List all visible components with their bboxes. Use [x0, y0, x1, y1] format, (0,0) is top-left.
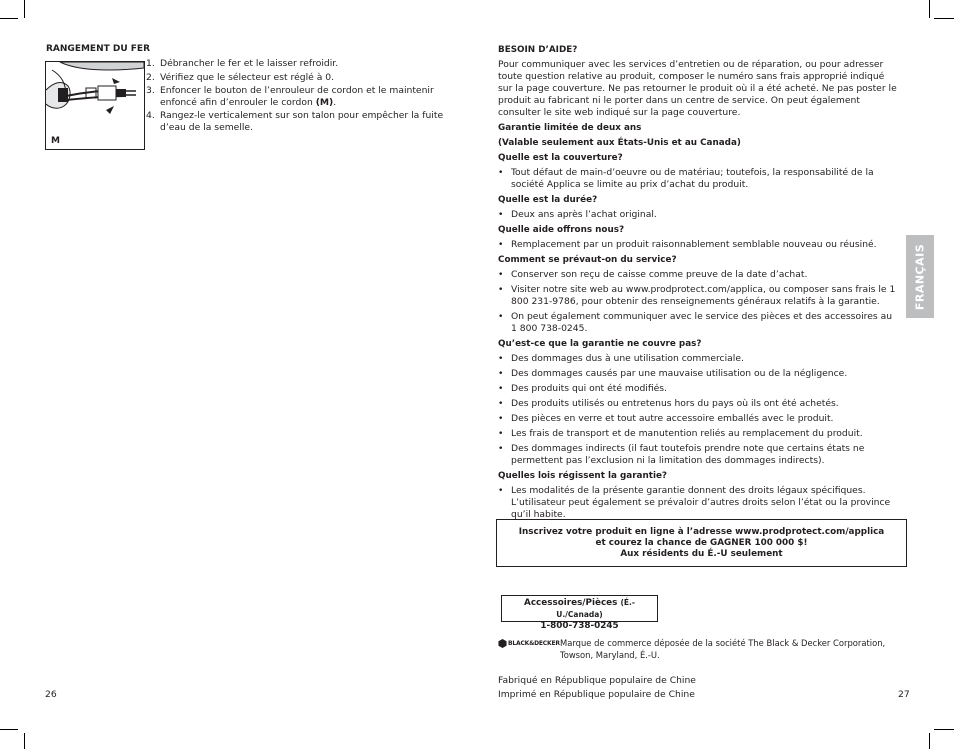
help-section	[498, 44, 898, 524]
section-list	[498, 353, 898, 467]
list-item: • On peut également communiquer avec le service des pièces et des accessoires au 1 800 738-0245.	[498, 311, 898, 335]
section-list	[498, 269, 898, 335]
crop-mark	[0, 18, 18, 19]
list-item: • Tout défaut de main-d’oeuvre ou de matériau; toutefois, la responsabilité de la société Applica se limite au prix d’achat du produit.	[498, 167, 898, 191]
list-item: • Des produits utilisés ou entretenus hors du pays où ils ont été achetés.	[498, 398, 898, 410]
parts-label: Accessoires/Pièces	[524, 598, 618, 608]
step-figure-ref: (M)	[315, 96, 334, 108]
section-list	[498, 209, 898, 221]
crop-mark	[934, 729, 954, 730]
section-title: Quelles lois régissent la garantie?	[498, 471, 668, 481]
register-box	[496, 519, 907, 567]
step-text: Débrancher le fer et le laisser refroidir.	[160, 58, 339, 69]
trademark-text: Marque de commerce déposée de la société The Black & Decker Corporation, Towson, Maryland, É.-U.	[560, 638, 886, 660]
step-number: 4.	[146, 110, 155, 122]
list-item: • Des pièces en verre et tout autre accessoire emballés avec le produit.	[498, 413, 898, 425]
section-title: Quelle aide offrons nous?	[498, 225, 625, 235]
step-item	[146, 85, 456, 108]
step-item	[146, 72, 456, 84]
register-line: Aux résidents du É.-U seulement	[620, 549, 783, 559]
list-item: • Des dommages indirects (il faut toutefois prendre note que certains états ne permettent pas l’exclusion ni la limitation des dommages indirects).	[498, 443, 898, 467]
section-list	[498, 167, 898, 191]
help-heading: BESOIN D’AIDE?	[498, 45, 578, 55]
step-item	[146, 58, 456, 70]
section-title: Comment se prévaut-on du service?	[498, 255, 677, 265]
hexagon-icon	[498, 639, 507, 648]
step-text: Enfoncer le bouton de l’enrouleur de cordon et le maintenir enfoncé afin d’enrouler le cordon	[160, 85, 434, 108]
register-line: et courez la chance de GAGNER 100 000 $!	[595, 538, 808, 548]
figure-label: M	[51, 136, 60, 146]
step-number: 2.	[146, 71, 155, 83]
section-list	[498, 485, 898, 521]
language-tab-label: FRANÇAIS	[913, 243, 927, 310]
warranty-subtitle: (Valable seulement aux États-Unis et au Canada)	[498, 138, 741, 148]
language-tab	[906, 235, 934, 318]
brand-logo: BLACK&DECKER	[498, 638, 560, 649]
section-title: Quelle est la couverture?	[498, 153, 623, 163]
crop-mark	[0, 729, 18, 730]
step-text: Vérifiez que le sélecteur est réglé à 0.	[160, 71, 335, 83]
step-suffix: .	[333, 96, 337, 108]
crop-mark	[934, 18, 954, 19]
crop-mark	[24, 0, 25, 18]
parts-box	[501, 595, 658, 631]
made-in: Fabriqué en République populaire de Chine	[498, 675, 696, 686]
list-item: • Des dommages dus à une utilisation commerciale.	[498, 353, 898, 365]
parts-phone: 1-800-738-0245	[540, 621, 619, 631]
step-number: 1.	[146, 58, 155, 69]
crop-mark	[24, 733, 25, 749]
help-intro: Pour communiquer avec les services d’entretien ou de réparation, ou pour adresser toute question relative au produit, composer le numéro sans frais approprié indiqué sur la page couverture. Ne pas retourner le produit où il a été acheté. Ne pas poster le produit au fabricant ni le porter dans un centre de service. On peut également consulter le site web indiqué sur la page couverture.	[498, 59, 897, 118]
step-text: Rangez-le verticalement sur son talon pour empêcher la fuite d’eau de la semelle.	[160, 110, 444, 133]
list-item: • Deux ans après l’achat original.	[498, 209, 898, 221]
crop-mark	[929, 0, 930, 18]
section-title: Qu’est-ce que la garantie ne couvre pas?	[498, 339, 702, 349]
storage-steps	[146, 58, 456, 136]
list-item: • Des dommages causés par une mauvaise utilisation ou de la négligence.	[498, 368, 898, 380]
list-item: • Des produits qui ont été modifiés.	[498, 383, 898, 395]
list-item: • Les frais de transport et de manutention reliés au remplacement du produit.	[498, 428, 898, 440]
crop-mark	[929, 733, 930, 749]
list-item: • Visiter notre site web au www.prodprotect.com/applica, ou composer sans frais le 1 800 231-9786, pour obtenir des renseignements généraux relatifs à la garantie.	[498, 284, 898, 308]
warranty-title: Garantie limitée de deux ans	[498, 123, 642, 133]
step-number: 3.	[146, 85, 155, 97]
parts-region: (É.-U./Canada)	[556, 598, 635, 619]
section-list	[498, 239, 898, 251]
iron-cord-illustration	[46, 62, 144, 149]
left-page-heading: RANGEMENT DU FER	[46, 44, 151, 54]
list-item: • Conserver son reçu de caisse comme preuve de la date d’achat.	[498, 269, 898, 281]
register-line: Inscrivez votre produit en ligne à l’adresse www.prodprotect.com/applica	[518, 527, 885, 537]
section-title: Quelle est la durée?	[498, 195, 598, 205]
warranty-sections	[498, 152, 898, 521]
list-item: • Les modalités de la présente garantie donnent des droits légaux spécifiques. L’utilisateur peut également se prévaloir d’autres droits selon l’état ou la province qu’il habite.	[498, 485, 898, 521]
cord-storage-figure	[45, 61, 145, 150]
left-page-number: 26	[45, 689, 57, 700]
right-page-number: 27	[898, 689, 910, 700]
step-item	[146, 110, 456, 133]
printed-in: Imprimé en République populaire de Chine	[498, 689, 695, 700]
list-item: • Remplacement par un produit raisonnablement semblable nouveau ou réusiné.	[498, 239, 898, 251]
